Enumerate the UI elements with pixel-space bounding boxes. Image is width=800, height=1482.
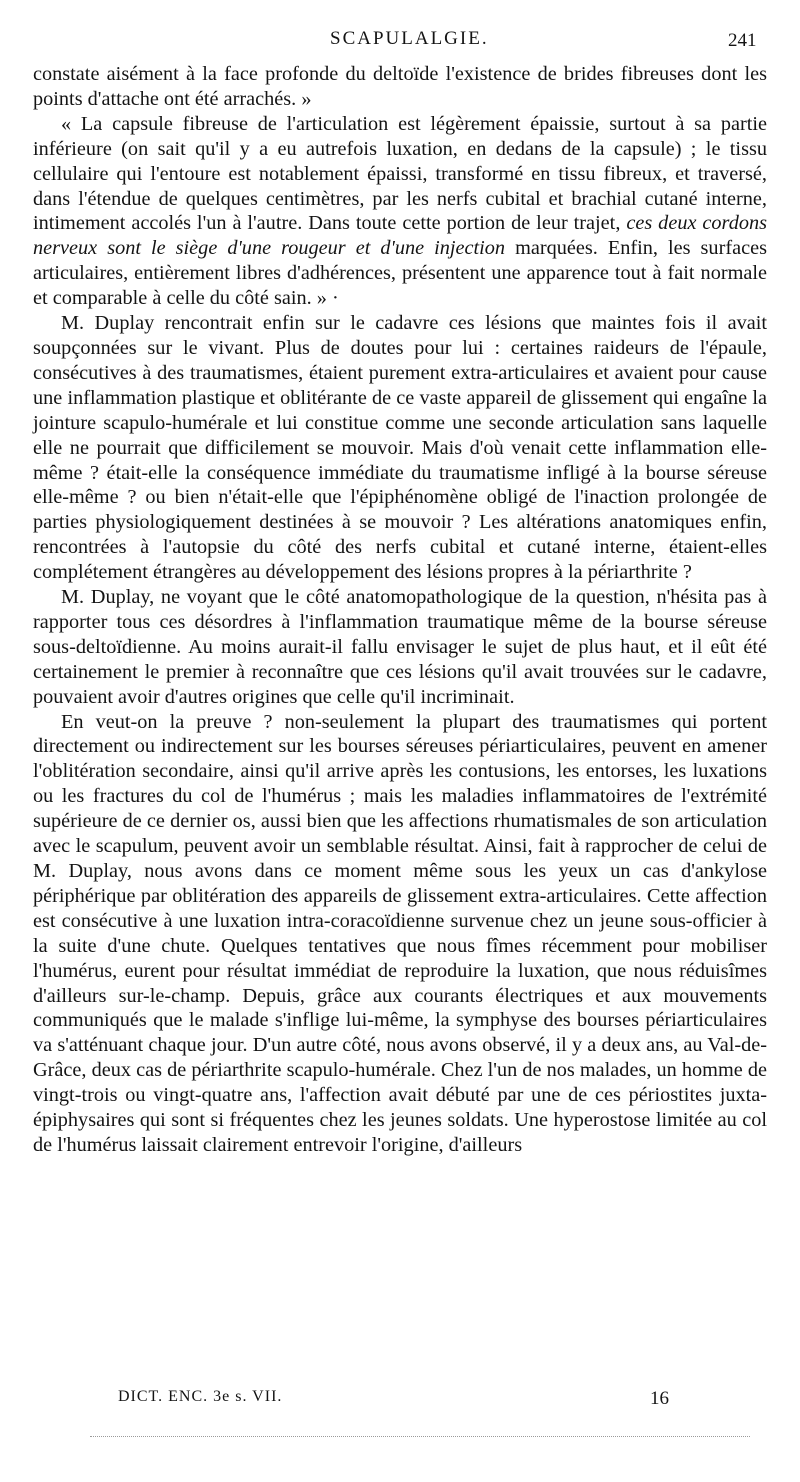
body-text bbox=[33, 62, 767, 1158]
running-title: SCAPULALGIE. bbox=[330, 28, 489, 49]
printer-signature: DICT. ENC. 3e s. VII. bbox=[118, 1388, 283, 1405]
paragraph-2-part-a: « La capsule fibreuse de l'articulation est légèrement épaissie, surtout à sa partie inférieure (on sait qu'il y a eu autrefois luxation, en dedans de la capsule) ; le tissu cellulaire qui l'entoure est notablement épaissi, transformé en tissu fibreux, et traversé, dans l'étendue de quelques centimètres, par les nerfs cubital et brachial cutané interne, intimement accolés l'un à l'autre. Dans toute cette portion de leur trajet, bbox=[33, 112, 767, 235]
paragraph-5: En veut-on la preuve ? non-seulement la plupart des traumatismes qui portent directement ou indirectement sur les bourses séreuses périarticulaires, peuvent en amener l'oblitération secondaire, ainsi qu'il arrive après les contusions, les entorses, les luxations ou les fractures du col de l'humérus ; mais les maladies inflammatoires de l'extrémité supérieure de ce dernier os, aussi bien que les affections rhumatismales de son articulation avec le scapulum, peuvent avoir un semblable résultat. Ainsi, fait à rapprocher de celui de M. Duplay, nous avons dans ce moment même sous les yeux un cas d'ankylose périphérique par oblitération des appareils de glissement extra-articulaires. Cette affection est consécutive à une luxation intra-coracoïdienne survenue chez un jeune sous-officier à la suite d'une chute. Quelques tentatives que nous fîmes récemment pour mobiliser l'humérus, eurent pour résultat immédiat de reproduire la luxation, que nous réduisîmes d'ailleurs sur-le-champ. Depuis, grâce aux courants électriques et aux mouvements communiqués que le malade s'inflige lui-même, la symphyse des bourses périarticulaires va s'atténuant chaque jour. D'un autre côté, nous avons observé, il y a deux ans, au Val-de-Grâce, deux cas de périarthrite scapulo-humérale. Chez l'un de nos malades, un homme de vingt-trois ou vingt-quatre ans, l'affection avait débuté par une de ces périostites juxta-épiphysaires qui sont si fréquentes chez les jeunes soldats. Une hyperostose limitée au col de l'humérus laissait clairement entrevoir l'origine, d'ailleurs bbox=[33, 710, 767, 1156]
signature-number: 16 bbox=[650, 1388, 669, 1409]
page-number: 241 bbox=[728, 30, 757, 51]
bottom-scan-noise bbox=[90, 1436, 750, 1437]
paragraph-1: constate aisément à la face profonde du deltoïde l'existence de brides fibreuses dont les points d'attache ont été arrachés. » bbox=[33, 63, 767, 110]
paragraph-2-italic: ces deux cordons nerveux sont le siège d'une rougeur et d'une injection bbox=[33, 212, 768, 260]
paragraph-4: M. Duplay, ne voyant que le côté anatomopathologique de la question, n'hésita pas à rapporter tous ces désordres à l'inflammation traumatique même de la bourse séreuse sous-deltoïdienne. Au moins aurait-il fallu envisager le sujet de plus haut, et il eût été certainement le premier à reconnaître que ces lésions qu'il avait trouvées sur le cadavre, pouvaient avoir d'autres origines que celle qu'il incriminait. bbox=[33, 586, 767, 708]
page-header bbox=[0, 28, 800, 58]
paragraph-2 bbox=[33, 112, 767, 311]
page-footer bbox=[0, 1388, 800, 1416]
paragraph-2-part-b: marquées. Enfin, les surfaces articulaires, entièrement libres d'adhérences, présentent une apparence tout à fait normale et comparable à celle du côté sain. » · bbox=[33, 237, 767, 310]
paragraph-3: M. Duplay rencontrait enfin sur le cadavre ces lésions que maintes fois il avait soupçonnées sur le vivant. Plus de doutes pour lui : certaines raideurs de l'épaule, consécutives à des traumatismes, étaient purement extra-articulaires et avaient pour cause une inflammation plastique et oblitérante de ce vaste appareil de glissement qui engaîne la jointure scapulo-humérale et lui constitue comme une seconde articulation sans laquelle elle ne pourrait que difficilement se mouvoir. Mais d'où venait cette inflammation elle-même ? était-elle la conséquence immédiate du traumatisme infligé à la bourse séreuse elle-même ? ou bien n'était-elle que l'épiphénomène obligé de l'inaction prolongée de parties physiologiquement destinées à se mouvoir ? Les altérations anatomiques enfin, rencontrées à l'autopsie du côté des nerfs cubital et cutané interne, étaient-elles complétement étrangères au développement des lésions propres à la périarthrite ? bbox=[33, 312, 767, 584]
